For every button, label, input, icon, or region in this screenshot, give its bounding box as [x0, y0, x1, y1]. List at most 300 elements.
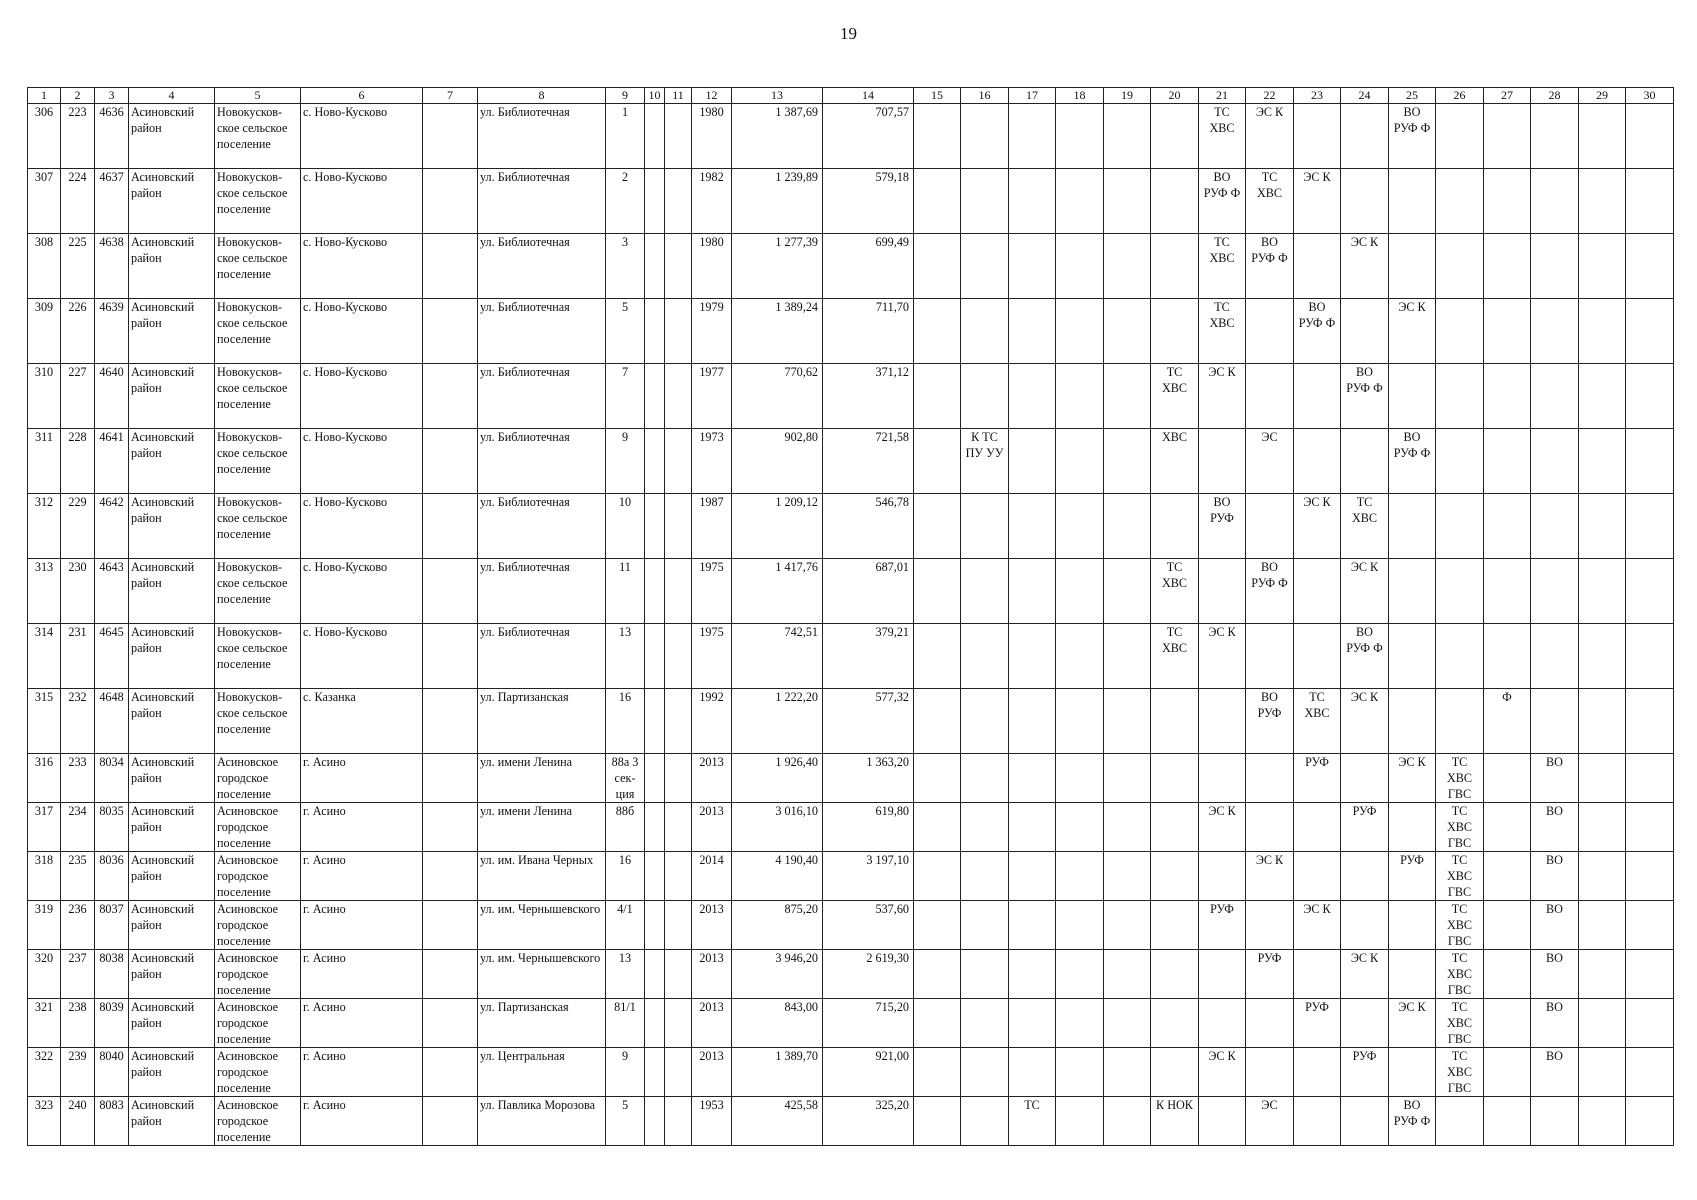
cell-col-10 — [645, 234, 665, 299]
cell-col-14: 1 363,20 — [823, 754, 914, 803]
cell-col-18 — [1056, 559, 1104, 624]
cell-col-30 — [1626, 624, 1674, 689]
cell-col-21: ВО РУФ Ф — [1199, 169, 1246, 234]
cell-col-14: 687,01 — [823, 559, 914, 624]
cell-col-5: Новокусков-ское сельское поселение — [215, 169, 301, 234]
cell-col-26 — [1436, 234, 1484, 299]
cell-col-6: г. Асино — [301, 852, 423, 901]
cell-col-27 — [1484, 950, 1531, 999]
cell-col-10 — [645, 299, 665, 364]
cell-col-14: 579,18 — [823, 169, 914, 234]
cell-col-9: 2 — [606, 169, 645, 234]
cell-col-10 — [645, 852, 665, 901]
cell-col-4: Асиновский район — [129, 689, 215, 754]
cell-col-11 — [665, 559, 692, 624]
cell-col-30 — [1626, 754, 1674, 803]
cell-col-1: 322 — [28, 1048, 61, 1097]
cell-col-28 — [1531, 559, 1579, 624]
cell-col-1: 321 — [28, 999, 61, 1048]
cell-col-17 — [1009, 494, 1056, 559]
cell-col-13: 1 277,39 — [732, 234, 823, 299]
column-number-25: 25 — [1389, 88, 1436, 104]
column-number-15: 15 — [914, 88, 961, 104]
cell-col-21: ЭС К — [1199, 1048, 1246, 1097]
cell-col-15 — [914, 624, 961, 689]
cell-col-14: 371,12 — [823, 364, 914, 429]
cell-col-8: ул. Библиотечная — [478, 104, 606, 169]
cell-col-9: 16 — [606, 852, 645, 901]
table-row — [28, 624, 1674, 689]
cell-col-6: с. Ново-Кусково — [301, 299, 423, 364]
cell-col-20 — [1151, 852, 1199, 901]
cell-col-22 — [1246, 624, 1294, 689]
cell-col-12: 2013 — [692, 1048, 732, 1097]
cell-col-16 — [961, 950, 1009, 999]
cell-col-15 — [914, 559, 961, 624]
cell-col-28 — [1531, 494, 1579, 559]
cell-col-20 — [1151, 104, 1199, 169]
column-number-28: 28 — [1531, 88, 1579, 104]
cell-col-1: 309 — [28, 299, 61, 364]
cell-col-24 — [1341, 754, 1389, 803]
cell-col-14: 619,80 — [823, 803, 914, 852]
cell-col-10 — [645, 1048, 665, 1097]
cell-col-24 — [1341, 1097, 1389, 1146]
cell-col-27 — [1484, 364, 1531, 429]
cell-col-20 — [1151, 689, 1199, 754]
cell-col-30 — [1626, 169, 1674, 234]
cell-col-19 — [1104, 901, 1151, 950]
cell-col-11 — [665, 950, 692, 999]
cell-col-7 — [423, 1097, 478, 1146]
cell-col-17 — [1009, 169, 1056, 234]
cell-col-18 — [1056, 999, 1104, 1048]
cell-col-29 — [1579, 950, 1626, 999]
cell-col-18 — [1056, 1097, 1104, 1146]
cell-col-6: с. Ново-Кусково — [301, 169, 423, 234]
cell-col-27 — [1484, 852, 1531, 901]
cell-col-2: 239 — [61, 1048, 95, 1097]
cell-col-18 — [1056, 624, 1104, 689]
cell-col-21: ЭС К — [1199, 364, 1246, 429]
cell-col-30 — [1626, 901, 1674, 950]
cell-col-4: Асиновский район — [129, 1097, 215, 1146]
cell-col-10 — [645, 999, 665, 1048]
cell-col-15 — [914, 950, 961, 999]
cell-col-26 — [1436, 689, 1484, 754]
cell-col-17 — [1009, 104, 1056, 169]
column-number-20: 20 — [1151, 88, 1199, 104]
cell-col-7 — [423, 852, 478, 901]
cell-col-5: Новокусков-ское сельское поселение — [215, 494, 301, 559]
cell-col-21 — [1199, 689, 1246, 754]
cell-col-17 — [1009, 901, 1056, 950]
cell-col-1: 318 — [28, 852, 61, 901]
cell-col-17 — [1009, 624, 1056, 689]
cell-col-25 — [1389, 624, 1436, 689]
column-number-18: 18 — [1056, 88, 1104, 104]
cell-col-2: 238 — [61, 999, 95, 1048]
cell-col-23: ТС ХВС — [1294, 689, 1341, 754]
cell-col-22 — [1246, 754, 1294, 803]
cell-col-29 — [1579, 624, 1626, 689]
cell-col-13: 742,51 — [732, 624, 823, 689]
cell-col-3: 4648 — [95, 689, 129, 754]
cell-col-11 — [665, 624, 692, 689]
cell-col-20 — [1151, 999, 1199, 1048]
cell-col-11 — [665, 689, 692, 754]
cell-col-29 — [1579, 299, 1626, 364]
cell-col-18 — [1056, 1048, 1104, 1097]
register-table — [27, 87, 1674, 1146]
cell-col-11 — [665, 429, 692, 494]
cell-col-8: ул. Библиотечная — [478, 624, 606, 689]
cell-col-8: ул. Центральная — [478, 1048, 606, 1097]
column-number-9: 9 — [606, 88, 645, 104]
cell-col-25 — [1389, 234, 1436, 299]
cell-col-30 — [1626, 1048, 1674, 1097]
cell-col-18 — [1056, 901, 1104, 950]
cell-col-29 — [1579, 429, 1626, 494]
cell-col-3: 4636 — [95, 104, 129, 169]
cell-col-1: 310 — [28, 364, 61, 429]
cell-col-4: Асиновский район — [129, 803, 215, 852]
cell-col-4: Асиновский район — [129, 1048, 215, 1097]
column-number-16: 16 — [961, 88, 1009, 104]
cell-col-2: 233 — [61, 754, 95, 803]
cell-col-23 — [1294, 803, 1341, 852]
cell-col-25: ВО РУФ Ф — [1389, 104, 1436, 169]
cell-col-3: 8034 — [95, 754, 129, 803]
cell-col-18 — [1056, 852, 1104, 901]
cell-col-8: ул. им. Чернышевского — [478, 901, 606, 950]
cell-col-18 — [1056, 494, 1104, 559]
cell-col-26 — [1436, 299, 1484, 364]
table-row — [28, 429, 1674, 494]
cell-col-17 — [1009, 852, 1056, 901]
cell-col-19 — [1104, 624, 1151, 689]
cell-col-24 — [1341, 852, 1389, 901]
cell-col-26 — [1436, 1097, 1484, 1146]
cell-col-13: 3 016,10 — [732, 803, 823, 852]
cell-col-17 — [1009, 803, 1056, 852]
cell-col-4: Асиновский район — [129, 299, 215, 364]
cell-col-12: 1953 — [692, 1097, 732, 1146]
cell-col-25: ЭС К — [1389, 754, 1436, 803]
cell-col-20 — [1151, 299, 1199, 364]
cell-col-22: ВО РУФ Ф — [1246, 234, 1294, 299]
column-number-12: 12 — [692, 88, 732, 104]
cell-col-21: ТС ХВС — [1199, 234, 1246, 299]
column-number-8: 8 — [478, 88, 606, 104]
cell-col-23 — [1294, 1097, 1341, 1146]
cell-col-4: Асиновский район — [129, 364, 215, 429]
cell-col-20 — [1151, 803, 1199, 852]
cell-col-4: Асиновский район — [129, 429, 215, 494]
cell-col-6: с. Ново-Кусково — [301, 559, 423, 624]
cell-col-15 — [914, 169, 961, 234]
column-number-26: 26 — [1436, 88, 1484, 104]
cell-col-6: с. Ново-Кусково — [301, 624, 423, 689]
cell-col-24 — [1341, 429, 1389, 494]
cell-col-9: 1 — [606, 104, 645, 169]
cell-col-5: Новокусков-ское сельское поселение — [215, 559, 301, 624]
cell-col-1: 317 — [28, 803, 61, 852]
cell-col-16 — [961, 364, 1009, 429]
table-row — [28, 803, 1674, 852]
cell-col-13: 3 946,20 — [732, 950, 823, 999]
cell-col-14: 379,21 — [823, 624, 914, 689]
cell-col-7 — [423, 803, 478, 852]
cell-col-16 — [961, 494, 1009, 559]
cell-col-21 — [1199, 754, 1246, 803]
cell-col-30 — [1626, 299, 1674, 364]
cell-col-30 — [1626, 803, 1674, 852]
cell-col-7 — [423, 999, 478, 1048]
cell-col-23 — [1294, 234, 1341, 299]
cell-col-11 — [665, 299, 692, 364]
cell-col-2: 230 — [61, 559, 95, 624]
cell-col-13: 902,80 — [732, 429, 823, 494]
cell-col-15 — [914, 1097, 961, 1146]
cell-col-29 — [1579, 1048, 1626, 1097]
cell-col-8: ул. Библиотечная — [478, 299, 606, 364]
cell-col-9: 9 — [606, 1048, 645, 1097]
cell-col-10 — [645, 429, 665, 494]
cell-col-25: ВО РУФ Ф — [1389, 1097, 1436, 1146]
cell-col-14: 715,20 — [823, 999, 914, 1048]
cell-col-1: 313 — [28, 559, 61, 624]
cell-col-7 — [423, 1048, 478, 1097]
cell-col-23 — [1294, 624, 1341, 689]
cell-col-28 — [1531, 299, 1579, 364]
cell-col-18 — [1056, 234, 1104, 299]
cell-col-17 — [1009, 689, 1056, 754]
cell-col-10 — [645, 169, 665, 234]
cell-col-1: 306 — [28, 104, 61, 169]
cell-col-12: 1987 — [692, 494, 732, 559]
cell-col-4: Асиновский район — [129, 999, 215, 1048]
cell-col-14: 721,58 — [823, 429, 914, 494]
cell-col-3: 4638 — [95, 234, 129, 299]
cell-col-12: 2013 — [692, 999, 732, 1048]
cell-col-26 — [1436, 559, 1484, 624]
cell-col-11 — [665, 754, 692, 803]
cell-col-21: ТС ХВС — [1199, 104, 1246, 169]
cell-col-9: 5 — [606, 299, 645, 364]
cell-col-4: Асиновский район — [129, 494, 215, 559]
cell-col-2: 229 — [61, 494, 95, 559]
column-number-1: 1 — [28, 88, 61, 104]
cell-col-1: 319 — [28, 901, 61, 950]
cell-col-13: 1 239,89 — [732, 169, 823, 234]
cell-col-9: 7 — [606, 364, 645, 429]
cell-col-22: РУФ — [1246, 950, 1294, 999]
cell-col-21: РУФ — [1199, 901, 1246, 950]
cell-col-2: 225 — [61, 234, 95, 299]
cell-col-28: ВО — [1531, 852, 1579, 901]
column-number-30: 30 — [1626, 88, 1674, 104]
cell-col-23: ЭС К — [1294, 901, 1341, 950]
cell-col-5: Новокусков-ское сельское поселение — [215, 689, 301, 754]
cell-col-6: с. Ново-Кусково — [301, 494, 423, 559]
cell-col-13: 1 417,76 — [732, 559, 823, 624]
cell-col-18 — [1056, 169, 1104, 234]
cell-col-28 — [1531, 104, 1579, 169]
cell-col-28: ВО — [1531, 999, 1579, 1048]
column-number-13: 13 — [732, 88, 823, 104]
cell-col-28: ВО — [1531, 754, 1579, 803]
cell-col-19 — [1104, 852, 1151, 901]
cell-col-1: 311 — [28, 429, 61, 494]
cell-col-10 — [645, 1097, 665, 1146]
cell-col-1: 320 — [28, 950, 61, 999]
cell-col-19 — [1104, 169, 1151, 234]
cell-col-26 — [1436, 624, 1484, 689]
cell-col-6: с. Ново-Кусково — [301, 234, 423, 299]
cell-col-20 — [1151, 950, 1199, 999]
cell-col-22 — [1246, 901, 1294, 950]
cell-col-17 — [1009, 1048, 1056, 1097]
cell-col-24 — [1341, 999, 1389, 1048]
cell-col-24 — [1341, 299, 1389, 364]
cell-col-11 — [665, 999, 692, 1048]
cell-col-9: 81/1 — [606, 999, 645, 1048]
cell-col-26: ТС ХВС ГВС — [1436, 1048, 1484, 1097]
cell-col-24 — [1341, 169, 1389, 234]
cell-col-13: 770,62 — [732, 364, 823, 429]
cell-col-25 — [1389, 364, 1436, 429]
cell-col-30 — [1626, 104, 1674, 169]
cell-col-10 — [645, 950, 665, 999]
cell-col-24: ЭС К — [1341, 950, 1389, 999]
cell-col-16 — [961, 234, 1009, 299]
cell-col-30 — [1626, 852, 1674, 901]
cell-col-27 — [1484, 429, 1531, 494]
cell-col-10 — [645, 901, 665, 950]
cell-col-20 — [1151, 754, 1199, 803]
cell-col-29 — [1579, 803, 1626, 852]
cell-col-7 — [423, 299, 478, 364]
cell-col-16 — [961, 901, 1009, 950]
cell-col-2: 227 — [61, 364, 95, 429]
cell-col-28 — [1531, 169, 1579, 234]
cell-col-28 — [1531, 234, 1579, 299]
cell-col-2: 232 — [61, 689, 95, 754]
cell-col-24: РУФ — [1341, 803, 1389, 852]
cell-col-25: ЭС К — [1389, 999, 1436, 1048]
cell-col-16 — [961, 689, 1009, 754]
cell-col-19 — [1104, 494, 1151, 559]
cell-col-18 — [1056, 689, 1104, 754]
cell-col-12: 2014 — [692, 852, 732, 901]
cell-col-14: 711,70 — [823, 299, 914, 364]
cell-col-23: РУФ — [1294, 754, 1341, 803]
cell-col-1: 307 — [28, 169, 61, 234]
cell-col-8: ул. имени Ленина — [478, 803, 606, 852]
cell-col-23: ВО РУФ Ф — [1294, 299, 1341, 364]
cell-col-5: Новокусков-ское сельское поселение — [215, 624, 301, 689]
cell-col-22 — [1246, 803, 1294, 852]
cell-col-16 — [961, 803, 1009, 852]
cell-col-25 — [1389, 559, 1436, 624]
cell-col-13: 1 389,24 — [732, 299, 823, 364]
cell-col-18 — [1056, 429, 1104, 494]
cell-col-1: 316 — [28, 754, 61, 803]
cell-col-1: 312 — [28, 494, 61, 559]
cell-col-9: 5 — [606, 1097, 645, 1146]
cell-col-4: Асиновский район — [129, 104, 215, 169]
cell-col-14: 2 619,30 — [823, 950, 914, 999]
cell-col-2: 226 — [61, 299, 95, 364]
column-number-22: 22 — [1246, 88, 1294, 104]
cell-col-27 — [1484, 1048, 1531, 1097]
cell-col-9: 88б — [606, 803, 645, 852]
cell-col-29 — [1579, 104, 1626, 169]
cell-col-19 — [1104, 1097, 1151, 1146]
cell-col-25 — [1389, 1048, 1436, 1097]
cell-col-24: ЭС К — [1341, 559, 1389, 624]
cell-col-22 — [1246, 999, 1294, 1048]
column-number-3: 3 — [95, 88, 129, 104]
cell-col-10 — [645, 624, 665, 689]
cell-col-7 — [423, 494, 478, 559]
column-number-17: 17 — [1009, 88, 1056, 104]
cell-col-12: 2013 — [692, 754, 732, 803]
cell-col-28: ВО — [1531, 950, 1579, 999]
column-number-10: 10 — [645, 88, 665, 104]
table-row — [28, 169, 1674, 234]
cell-col-19 — [1104, 950, 1151, 999]
cell-col-5: Асиновское городское поселение — [215, 852, 301, 901]
cell-col-10 — [645, 689, 665, 754]
cell-col-15 — [914, 104, 961, 169]
cell-col-26: ТС ХВС ГВС — [1436, 999, 1484, 1048]
cell-col-17 — [1009, 754, 1056, 803]
cell-col-12: 1982 — [692, 169, 732, 234]
cell-col-22 — [1246, 364, 1294, 429]
table-row — [28, 1097, 1674, 1146]
cell-col-2: 235 — [61, 852, 95, 901]
cell-col-18 — [1056, 803, 1104, 852]
cell-col-16: К ТС ПУ УУ — [961, 429, 1009, 494]
cell-col-6: г. Асино — [301, 1097, 423, 1146]
column-number-6: 6 — [301, 88, 423, 104]
cell-col-11 — [665, 901, 692, 950]
cell-col-30 — [1626, 429, 1674, 494]
cell-col-12: 1975 — [692, 559, 732, 624]
cell-col-26: ТС ХВС ГВС — [1436, 901, 1484, 950]
cell-col-28: ВО — [1531, 1048, 1579, 1097]
cell-col-19 — [1104, 234, 1151, 299]
cell-col-28: ВО — [1531, 901, 1579, 950]
cell-col-22: ВО РУФ — [1246, 689, 1294, 754]
column-number-7: 7 — [423, 88, 478, 104]
cell-col-22: ЭС К — [1246, 104, 1294, 169]
cell-col-27 — [1484, 104, 1531, 169]
cell-col-22: ЭС К — [1246, 852, 1294, 901]
cell-col-29 — [1579, 999, 1626, 1048]
cell-col-15 — [914, 901, 961, 950]
cell-col-14: 537,60 — [823, 901, 914, 950]
cell-col-27 — [1484, 169, 1531, 234]
cell-col-10 — [645, 364, 665, 429]
cell-col-13: 875,20 — [732, 901, 823, 950]
cell-col-25: ЭС К — [1389, 299, 1436, 364]
cell-col-7 — [423, 624, 478, 689]
cell-col-19 — [1104, 299, 1151, 364]
cell-col-14: 577,32 — [823, 689, 914, 754]
